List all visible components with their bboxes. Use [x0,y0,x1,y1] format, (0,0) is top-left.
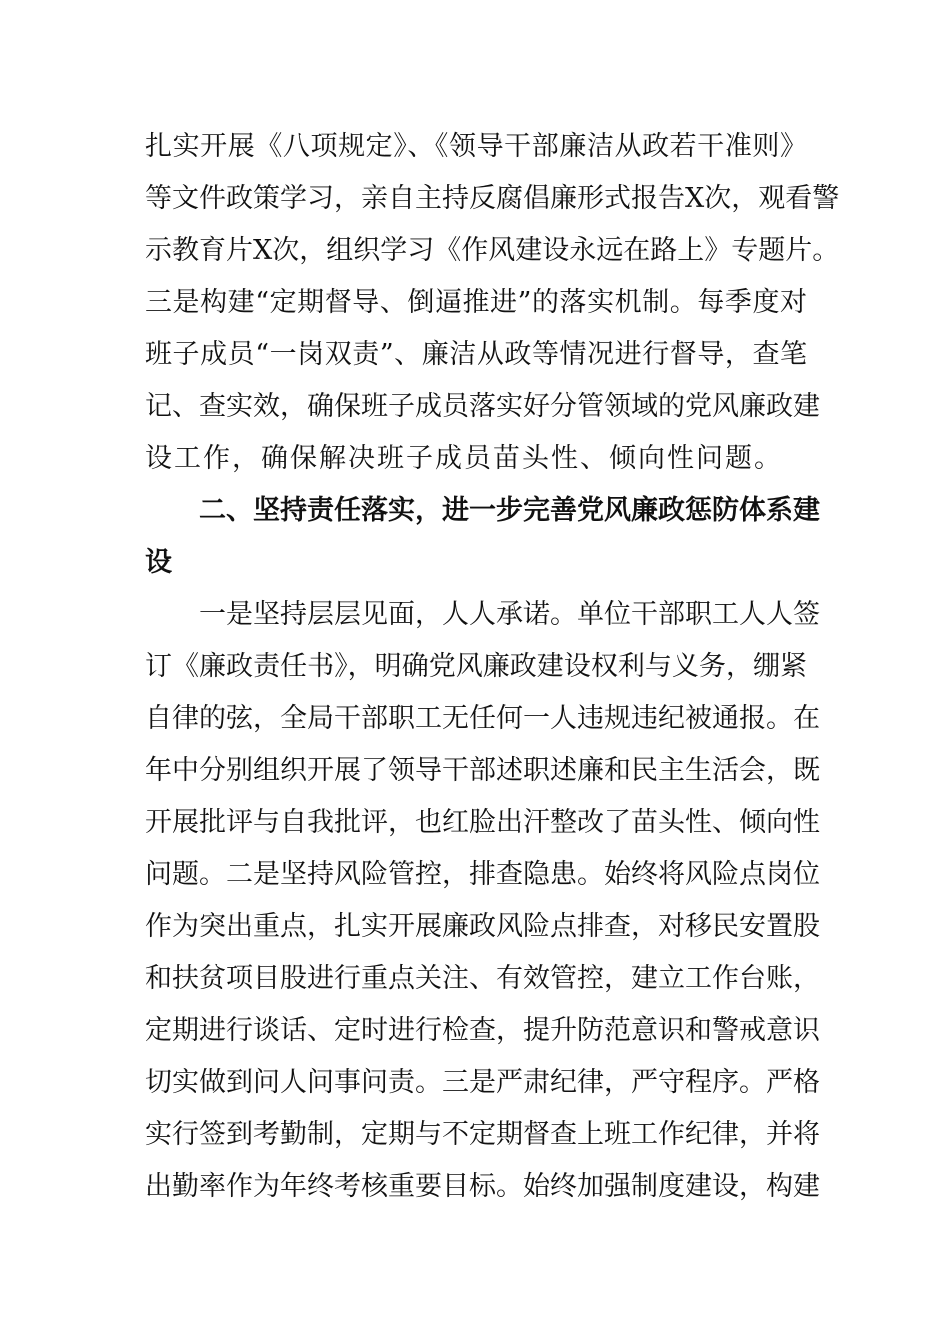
section-heading-2 [145,495,820,578]
heading-line: 设 [145,547,172,578]
text-line: 问题。二是坚持风险管控，排查隐患。始终将风险点岗位 [145,859,820,890]
paragraph-2 [145,599,820,1202]
heading-line: 二、坚持责任落实，进一步完善党风廉政惩防体系建 [199,495,820,526]
document-body [145,131,840,1225]
text-line: 年中分别组织开展了领导干部述职述廉和民主生活会，既 [145,755,820,786]
text-line: 示教育片X次，组织学习《作风建设永远在路上》专题片。 [145,235,840,266]
text-line: 一是坚持层层见面，人人承诺。单位干部职工人人签 [199,599,820,630]
text-line: 出勤率作为年终考核重要目标。始终加强制度建设，构建 [145,1171,820,1202]
text-line: 等文件政策学习，亲自主持反腐倡廉形式报告X次，观看警 [145,183,840,214]
text-line: 记、查实效，确保班子成员落实好分管领域的党风廉政建 [145,391,820,422]
text-line: 切实做到问人问事问责。三是严肃纪律，严守程序。严格 [145,1067,820,1098]
paragraph-1 [145,131,840,474]
text-line: 班子成员“一岗双责”、廉洁从政等情况进行督导，查笔 [145,339,807,370]
text-line: 实行签到考勤制，定期与不定期督查上班工作纪律，并将 [145,1119,820,1150]
text-line: 订《廉政责任书》，明确党风廉政建设权利与义务，绷紧 [145,651,807,682]
text-line: 设工作，确保解决班子成员苗头性、倾向性问题。 [145,443,783,474]
text-line: 扎实开展《八项规定》、《领导干部廉洁从政若干准则》 [145,131,807,162]
text-line: 三是构建“定期督导、倒逼推进”的落实机制。每季度对 [145,287,807,318]
text-line: 作为突出重点，扎实开展廉政风险点排查，对移民安置股 [145,911,820,942]
text-line: 开展批评与自我批评，也红脸出汗整改了苗头性、倾向性 [145,807,820,838]
text-line: 定期进行谈话、定时进行检查，提升防范意识和警戒意识 [145,1015,820,1046]
text-line: 自律的弦，全局干部职工无任何一人违规违纪被通报。在 [145,703,820,734]
text-line: 和扶贫项目股进行重点关注、有效管控，建立工作台账， [145,963,820,994]
